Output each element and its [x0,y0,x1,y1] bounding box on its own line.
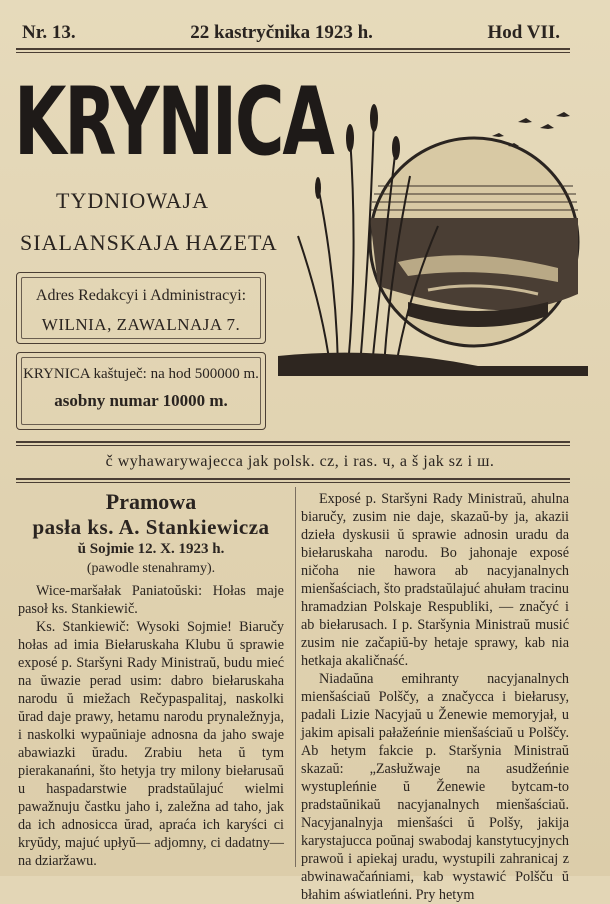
article-left-column [18,490,284,870]
column-divider [295,487,296,867]
paragraph: Wice-maršałak Paniatoŭski: Hołas maje pasoł ks. Stankiewič. [18,583,284,617]
issue-header [22,22,560,44]
single-issue-price: asobny numar 10000 m. [54,391,228,410]
price-box [16,352,266,430]
article-title-3: ŭ Sojmie 12. X. 1923 h. [77,541,225,557]
notice-rule [16,478,570,480]
paragraph: Exposé p. Staršyni Rady Ministraŭ, ahulna biaručy, zusim nie daje, skazaŭ-by ja, akazii dzieła dyskusii ŭ sprawie adnosin uradu da biełaruskaha narodu. Bo jahonaje exposé ničoha nie hawora ab nacyjanalnych mienšaściach, što pradstaŭlajuć ahułam tracinu hramadzian Polskaje Respubliki, — značyć i ab biełarusach. I p. Staršynia Ministraŭ musić zusim nie začapiŭ-by hetaje sprawy, kab nia hetkaja akaličnaść. [301,491,569,669]
masthead-title: KRYNICA [14,68,333,177]
header-rule [16,48,570,50]
pronunciation-notice: č wyhawarywajecca jak polsk. cz, i ras. ч, a š jak sz i ш. [105,453,495,470]
address-value: WILNIA, ZAWALNAJA 7. [41,315,241,334]
article-title-1: Pramowa [105,489,197,514]
masthead-rule [16,441,570,443]
issue-year: Hod VII. [487,22,560,43]
masthead-subtitle-peasant: SIALANSKAJA HAZETA [20,230,278,255]
header-rule-thin [16,52,570,53]
paragraph: Ks. Stankiewič: Wysoki Sojmie! Biaručy hołas ad imia Biełaruskaha Klubu ŭ sprawie exposé p. Staršyni Rady Ministraŭ, budu mieć na ŭwazie perad usim: dabro biełaruskaha narodu ŭ miežach Rečypaspalitaj, naskolki ŭrad daje prawy, hetamu narodu prynaležnyja, i naskolki wypaŭniaje adnosna da jaho swaje abawiazki ŭradu. Zrabiu heta ŭ tym pierakanańni, što hetyja try milony biełarusaŭ u haspadarstwie pradstaŭlajuć wielmi pawažnuju častku jaho i, zaležna ad taho, jak da ich adnosicca ŭrad, apraća ich karyści ci kryŭdy, majuć upłyŭ— adjomny, ci dadatny— na dziaržawu. [18,619,284,869]
subscription-price: KRYNICA kaštuječ: na hod 500000 m. [23,366,259,382]
article-title-4: (pawodle stenahramy). [86,561,216,576]
issue-number: Nr. 13. [22,22,76,43]
article-right-column [301,490,569,904]
landscape-illustration [278,76,588,376]
article-title-2: pasła ks. A. Stankiewicza [32,515,270,539]
masthead-rule-thin [16,445,570,446]
paragraph: Niadaŭna emihranty nacyjanalnych mienšaściaŭ Polščy, a značycca i biełarusy, padali Lizie Nacyjaŭ u Ženewie memoryjał, u jakim apisali pałažeńnie mienšaściaŭ u Polščy. Ab hetym fakcie p. Staršynia Ministraŭ skazaŭ: „Zasłužwaje na asudžeńnie wystupleńnie ŭ Ženewie bytcam-to pradstaŭnikaŭ nacyjanalnych mienšaściaŭ. Nacyjanalnyja mienšaści ŭ Polšy, jakija karystajucca poŭnaj swabodaj kanstytucyjnych prawoŭ i apiekaj uradu, wystupili zahranicaj z abwinawačańniami, kab wystawić Polšču ŭ błahim aświatleńni. Pry hetym [301,671,569,903]
address-box [16,272,266,344]
issue-date: 22 kastryčnika 1923 h. [190,22,373,43]
notice-rule-thin [16,482,570,483]
masthead-subtitle-weekly: TYDNIOWAJA [56,188,209,213]
address-label: Adres Redakcyi i Administracyi: [35,287,247,304]
